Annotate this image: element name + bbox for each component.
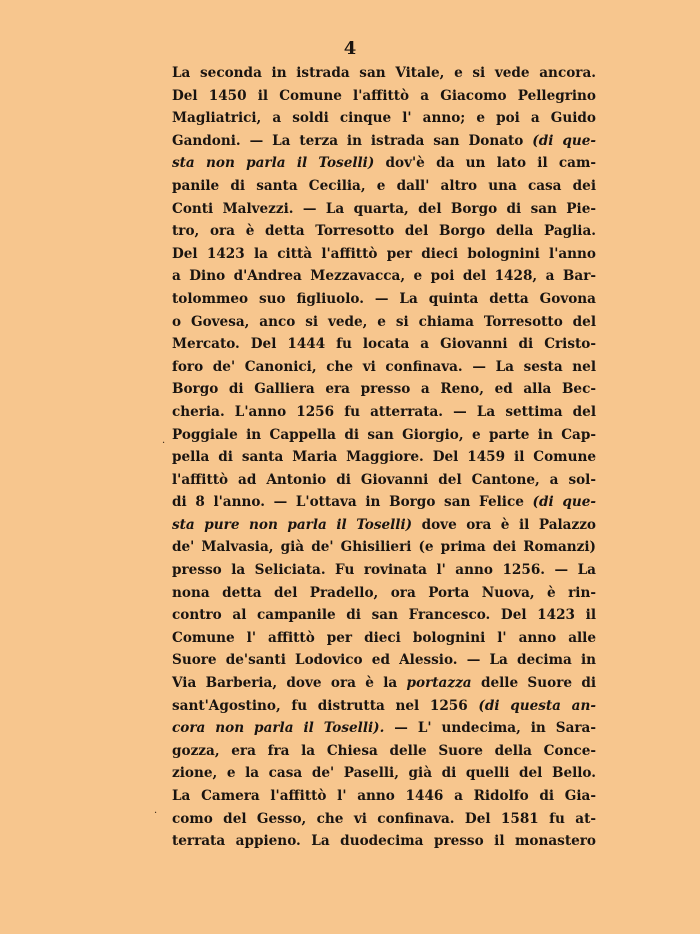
italic-text: sta pure non parla il Toselli) <box>172 516 413 533</box>
italic-text: cora non parla il Toselli). <box>172 720 385 737</box>
text-segment: l'affittò ad Antonio di Giovanni del Cantone, a sol- <box>172 471 596 488</box>
text-line <box>172 649 596 672</box>
text-line <box>172 830 596 853</box>
text-segment: de' Malvasia, già de' Ghisilieri (e prima dei Romanzi) <box>172 539 596 556</box>
text-segment: Comune l' affittò per dieci bolognini l' anno alle <box>172 629 596 646</box>
text-segment: Del 1450 il Comune l'affittò a Giacomo Pellegrino <box>172 87 596 104</box>
body-text <box>172 62 596 853</box>
text-segment: panile di santa Cecilia, e dall' altro una casa dei <box>172 177 596 194</box>
text-line <box>172 491 596 514</box>
text-line <box>172 514 596 537</box>
text-line <box>172 808 596 831</box>
text-segment: sant'Agostino, fu distrutta nel 1256 <box>172 697 479 714</box>
text-segment: Magliatrici, a soldi cinque l' anno; e poi a Guido <box>172 110 596 127</box>
text-line <box>172 559 596 582</box>
margin-speck: · <box>162 438 166 449</box>
text-line <box>172 446 596 469</box>
text-segment: dov'è da un lato il cam- <box>374 155 596 172</box>
text-line <box>172 717 596 740</box>
text-segment: tolommeo suo figliuolo. — La quinta detta Govona <box>172 290 596 307</box>
text-segment: foro de' Canonici, che vi confinava. — La sesta nel <box>172 358 596 375</box>
text-segment: Del 1423 la città l'affittò per dieci bolognini l'anno <box>172 245 596 262</box>
text-segment: presso la Seliciata. Fu rovinata l' anno 1256. — La <box>172 562 596 579</box>
text-segment: — L' undecima, in Sara- <box>384 720 597 737</box>
text-line <box>172 265 596 288</box>
text-line <box>172 785 596 808</box>
text-segment: Via Barberia, dove ora è la <box>172 675 407 692</box>
text-segment: a Dino d'Andrea Mezzavacca, e poi del 1428, a Bar- <box>172 268 596 285</box>
text-segment: di 8 l'anno. — L'ottava in Borgo san Felice <box>172 494 533 511</box>
text-line <box>172 401 596 424</box>
text-line <box>172 469 596 492</box>
text-line <box>172 536 596 559</box>
text-segment: Suore de'santi Lodovico ed Alessio. — La decima in <box>172 652 596 669</box>
text-segment: Mercato. Del 1444 fu locata a Giovanni di Cristo- <box>172 336 596 353</box>
text-segment: Gandoni. — La terza in istrada san Donato <box>172 132 533 149</box>
text-line <box>172 198 596 221</box>
text-line <box>172 762 596 785</box>
page-number: 4 <box>343 38 357 59</box>
text-segment: Conti Malvezzi. — La quarta, del Borgo di san Pie- <box>172 200 596 217</box>
text-segment: dove ora è il Palazzo <box>412 516 596 533</box>
text-segment: Poggiale in Cappella di san Giorgio, e parte in Cap- <box>172 426 596 443</box>
text-segment: o Govesa, anco si vede, e si chiama Torresotto del <box>172 313 596 330</box>
text-segment: La Camera l'affittò l' anno 1446 a Ridolfo di Gia- <box>172 788 596 804</box>
text-segment: pella di santa Maria Maggiore. Del 1459 il Comune <box>172 449 596 466</box>
text-segment: nona detta del Pradello, ora Porta Nuova, è rin- <box>172 584 596 601</box>
text-line <box>172 288 596 311</box>
text-line <box>172 62 596 85</box>
text-line <box>172 672 596 695</box>
text-line <box>172 582 596 605</box>
text-segment: delle Suore di <box>471 675 597 692</box>
text-line <box>172 740 596 763</box>
italic-text: (di que- <box>532 494 596 511</box>
text-line <box>172 378 596 401</box>
text-line <box>172 424 596 447</box>
text-line <box>172 85 596 108</box>
margin-speck: · <box>154 808 158 819</box>
text-line <box>172 695 596 718</box>
text-segment: zione, e la casa de' Paselli, già di quelli del Bello. <box>172 765 596 782</box>
italic-text: sta non parla il Toselli) <box>172 155 375 172</box>
text-line <box>172 333 596 356</box>
text-segment: Borgo di Galliera era presso a Reno, ed alla Bec- <box>172 381 596 398</box>
text-line <box>172 107 596 130</box>
italic-text: (di questa an- <box>478 697 596 714</box>
text-segment: contro al campanile di san Francesco. Del 1423 il <box>172 607 596 624</box>
italic-text: portazza <box>406 675 472 692</box>
italic-text: (di que- <box>532 132 597 149</box>
text-line <box>172 220 596 243</box>
text-line <box>172 604 596 627</box>
text-line <box>172 627 596 650</box>
text-line <box>172 175 596 198</box>
text-line <box>172 311 596 334</box>
text-segment: La seconda in istrada san Vitale, e si vede ancora. <box>172 65 596 81</box>
text-line <box>172 130 596 153</box>
text-line <box>172 152 596 175</box>
text-segment: tro, ora è detta Torresotto del Borgo della Paglia. <box>172 223 596 240</box>
text-line <box>172 356 596 379</box>
text-line <box>172 243 596 266</box>
text-segment: gozza, era fra la Chiesa delle Suore della Conce- <box>172 742 596 759</box>
text-segment: como del Gesso, che vi confinava. Del 1581 fu at- <box>172 810 596 827</box>
text-segment: cheria. L'anno 1256 fu atterrata. — La settima del <box>172 403 596 420</box>
text-segment: terrata appieno. La duodecima presso il monastero <box>172 833 596 850</box>
